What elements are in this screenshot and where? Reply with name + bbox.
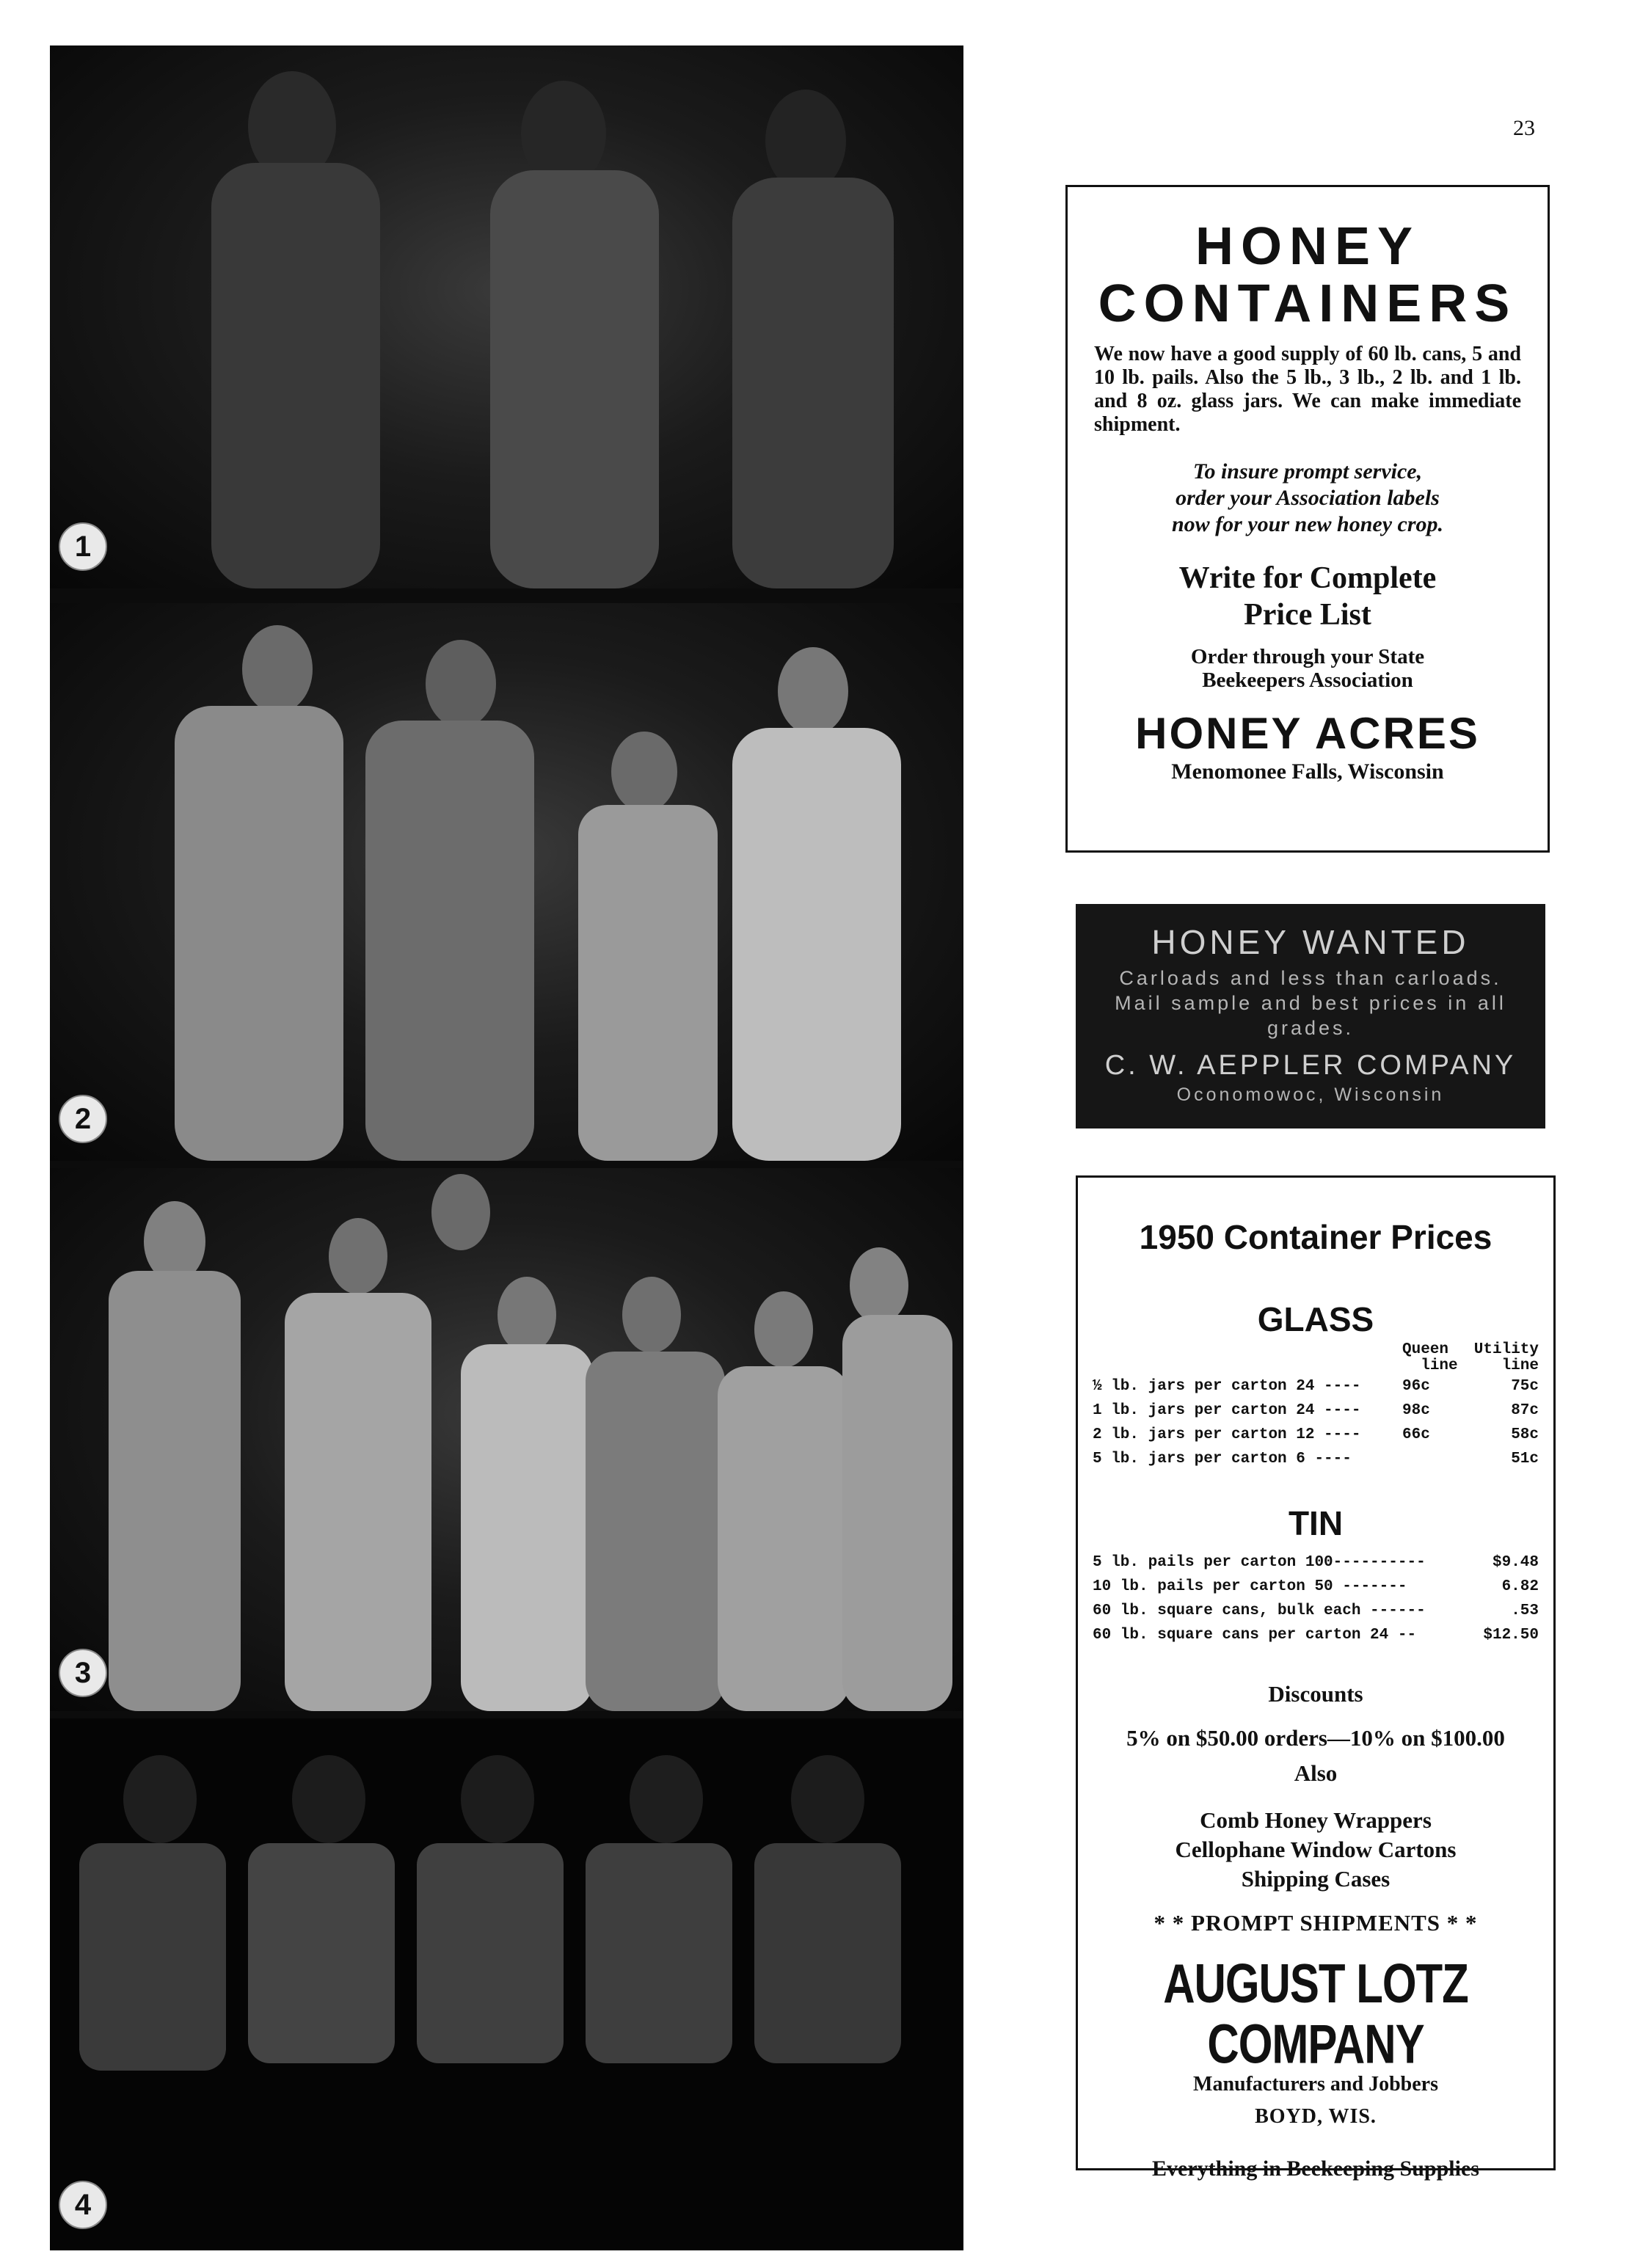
honey-acres-ad bbox=[1065, 185, 1550, 853]
photo-number-badge: 2 bbox=[59, 1095, 107, 1143]
order-line: Beekeepers Association bbox=[1202, 668, 1413, 692]
table-row: 5 lb. jars per carton 6 ---- 51c bbox=[1093, 1451, 1539, 1467]
ad-heading: 1950 Container Prices bbox=[1139, 1218, 1493, 1256]
photo-number-badge: 4 bbox=[59, 2181, 107, 2229]
body-line: Mail sample and best prices in all bbox=[1115, 992, 1506, 1014]
photo-4-figures bbox=[50, 1718, 963, 2250]
discounts-text: 5% on $50.00 orders—10% on $100.00 bbox=[1126, 1725, 1505, 1751]
body-line: grades. bbox=[1267, 1017, 1355, 1039]
august-lotz-ad bbox=[1076, 1175, 1556, 2181]
price-list-callout bbox=[1094, 560, 1521, 633]
order-instructions bbox=[1094, 645, 1521, 692]
callout-line: Price List bbox=[1244, 598, 1371, 632]
table-header-row bbox=[1093, 1342, 1539, 1374]
photo-1-figures bbox=[50, 45, 963, 588]
ad-italic-note bbox=[1094, 459, 1521, 538]
table-row: 5 lb. pails per carton 100---------- $9.48 bbox=[1093, 1554, 1539, 1571]
callout-line: Write for Complete bbox=[1178, 561, 1437, 595]
photo-number-badge: 3 bbox=[59, 1649, 107, 1697]
tin-heading: TIN bbox=[1288, 1504, 1344, 1542]
company-name: AUGUST LOTZ COMPANY bbox=[1163, 1952, 1468, 2075]
ad-title: HONEY WANTED bbox=[1151, 923, 1470, 961]
company-description: Manufacturers and Jobbers bbox=[1193, 2073, 1438, 2096]
company-name: HONEY ACRES bbox=[1135, 709, 1480, 758]
list-item: Shipping Cases bbox=[1241, 1866, 1391, 1892]
group-photo-1 bbox=[50, 45, 963, 588]
tin-price-table bbox=[1093, 1550, 1539, 1647]
prompt-shipments: * * PROMPT SHIPMENTS * * bbox=[1153, 1910, 1478, 1936]
also-label: Also bbox=[1294, 1760, 1338, 1786]
utility-line-header: Utility line bbox=[1473, 1341, 1539, 1374]
group-photo-3 bbox=[50, 1168, 963, 1711]
page-number: 23 bbox=[1513, 116, 1535, 140]
company-location: Oconomowoc, Wisconsin bbox=[1176, 1084, 1445, 1105]
ad-title-line1: HONEY bbox=[1195, 217, 1421, 276]
company-location: BOYD, WIS. bbox=[1255, 2105, 1377, 2128]
photo-2-figures bbox=[50, 603, 963, 1161]
table-row: ½ lb. jars per carton 24 ---- 96c 75c bbox=[1093, 1378, 1539, 1395]
group-photo-4 bbox=[50, 1718, 963, 2250]
table-row: 60 lb. square cans, bulk each ------ .53 bbox=[1093, 1602, 1539, 1619]
photo-number-badge: 1 bbox=[59, 522, 107, 571]
company-name: C. W. AEPPLER COMPANY bbox=[1104, 1050, 1517, 1081]
table-row: 60 lb. square cans per carton 24 -- $12.50 bbox=[1093, 1627, 1539, 1644]
italic-line: now for your new honey crop. bbox=[1171, 512, 1444, 536]
italic-line: order your Association labels bbox=[1176, 486, 1440, 510]
ad-title-line2: CONTAINERS bbox=[1098, 274, 1517, 333]
table-row: 1 lb. jars per carton 24 ---- 98c 87c bbox=[1093, 1402, 1539, 1419]
list-item: Cellophane Window Cartons bbox=[1175, 1837, 1457, 1862]
table-row: 10 lb. pails per carton 50 ------- 6.82 bbox=[1093, 1578, 1539, 1595]
extra-items-list bbox=[1093, 1806, 1539, 1894]
company-location: Menomonee Falls, Wisconsin bbox=[1171, 759, 1444, 784]
photo-strip bbox=[50, 45, 963, 2250]
body-line: Carloads and less than carloads. bbox=[1119, 967, 1502, 989]
ad-body-text bbox=[1076, 966, 1545, 1040]
aeppler-ad bbox=[1076, 904, 1545, 1128]
discounts-title: Discounts bbox=[1268, 1681, 1363, 1707]
group-photo-2 bbox=[50, 603, 963, 1161]
glass-heading: GLASS bbox=[1257, 1300, 1374, 1338]
ad-body-text: We now have a good supply of 60 lb. cans, 5 and 10 lb. pails. Also the 5 lb., 3 lb., 2 lb. and 1 lb. and 8 oz. glass jars. We can make immediate shipment. bbox=[1094, 343, 1521, 436]
glass-price-table bbox=[1093, 1342, 1539, 1471]
list-item: Comb Honey Wrappers bbox=[1200, 1807, 1432, 1833]
order-line: Order through your State bbox=[1190, 645, 1425, 668]
company-tagline: Everything in Beekeeping Supplies bbox=[1152, 2156, 1479, 2181]
queen-line-header: Queen line bbox=[1402, 1341, 1458, 1374]
italic-line: To insure prompt service, bbox=[1192, 459, 1423, 484]
table-row: 2 lb. jars per carton 12 ---- 66c 58c bbox=[1093, 1426, 1539, 1443]
photo-3-figures bbox=[50, 1168, 963, 1711]
